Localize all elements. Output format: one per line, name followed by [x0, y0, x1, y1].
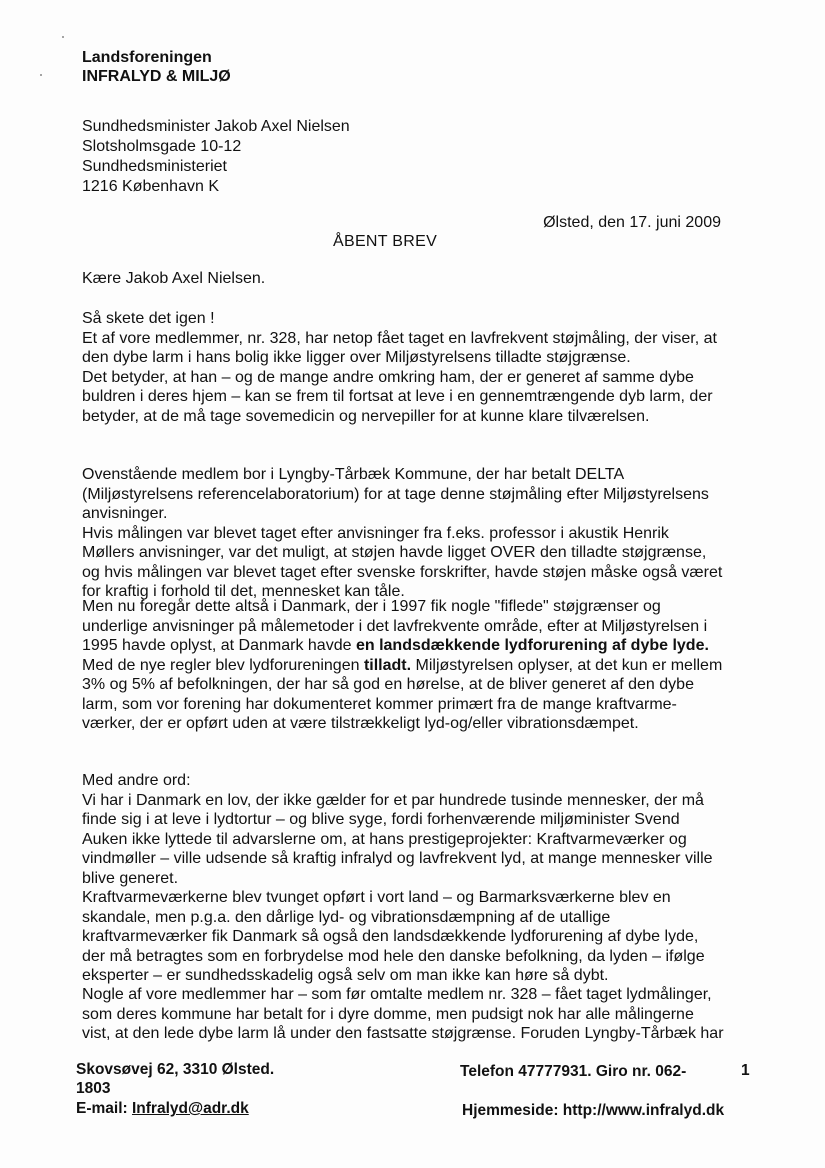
text-line: betyder, at de må tage sovemedicin og nervepiller for at kunne klare tilværelsen. — [82, 407, 650, 425]
text-line: Men nu foregår dette altså i Danmark, der i 1997 fik nogle "fiflede" støjgrænser og — [82, 598, 661, 615]
recipient-city: 1216 København K — [82, 178, 219, 195]
scan-speck — [40, 74, 42, 76]
text-line: finde sig i at leve i lydtortur – og blive syge, fordi forhenværende miljøminister Svend — [82, 811, 680, 828]
text-line: for kraftig i forhold til det, mennesket kan tåle. — [82, 583, 405, 600]
text-line: Vi har i Danmark en lov, der ikke gælder for et par hundrede tusinde mennesker, der må — [82, 791, 704, 809]
footer-homepage: Hjemmeside: http://www.infralyd.dk — [462, 1102, 725, 1119]
footer-giro-continued: 1803 — [76, 1080, 111, 1097]
scan-speck — [62, 36, 64, 38]
letter-title: ÅBENT BREV — [333, 233, 438, 250]
text-line: Så skete det igen ! — [82, 310, 215, 327]
paragraph-1 — [82, 309, 747, 426]
recipient-address — [82, 117, 350, 197]
text-line: Det betyder, at han – og de mange andre omkring ham, der er generet af samme dybe — [82, 368, 694, 386]
text-line: anvisninger. — [82, 505, 168, 522]
text-line: larm, som vor forening har dokumenteret kommer primært fra de mange kraftvarme- — [82, 695, 677, 713]
paragraph-5 — [82, 985, 747, 1044]
text-line: Nogle af vore medlemmer har – som før omtalte medlem nr. 328 – fået taget lydmålinger, — [82, 986, 712, 1003]
recipient-name: Sundhedsminister Jakob Axel Nielsen — [82, 118, 350, 135]
recipient-ministry: Sundhedsministeriet — [82, 158, 227, 175]
paragraph-3 — [82, 597, 747, 734]
text-line: værker, der er opført uden at være tilstrækkeligt lyd-og/eller vibrationsdæmpet. — [82, 715, 639, 732]
email-link[interactable]: Infralyd@adr.dk — [131, 1100, 249, 1117]
footer-phone-giro: Telefon 47777931. Giro nr. 062- — [460, 1063, 687, 1080]
emphasis-run: tilladt. — [363, 656, 412, 674]
emphasis-run: en landsdækkende lydforurening af dybe lyde. — [355, 637, 709, 654]
recipient-street: Slotsholmsgade 10-12 — [82, 138, 242, 155]
text-run: Med de nye regler blev lydforureningen — [82, 656, 364, 674]
text-line: Hvis målingen var blevet taget efter anvisninger fra f.eks. professor i akustik Henrik — [82, 524, 669, 542]
text-line: Et af vore medlemmer, nr. 328, har netop fået taget en lavfrekvent støjmåling, der viser, at — [82, 329, 717, 347]
text-line: der må betragtes som en forbrydelse mod hele den danske befolkning, da lyden – ifølge — [82, 947, 705, 965]
sender-organization — [82, 48, 231, 86]
text-line: skandale, men p.g.a. den dårlige lyd- og vibrationsdæmpning af de utallige — [82, 908, 611, 926]
text-line: Møllers anvisninger, var det muligt, at støjen havde ligget OVER den tilladte støjgrænse, — [82, 544, 707, 561]
footer-address — [76, 1060, 376, 1098]
org-name: Landsforeningen — [82, 49, 212, 66]
text-line: Med andre ord: — [82, 772, 191, 789]
text-line: den dybe larm i hans bolig ikke ligger over Miljøstyrelsens tilladte støjgrænse. — [82, 349, 631, 366]
text-line: blive generet. — [82, 869, 179, 887]
text-line: Kraftvarmeværkerne blev tvunget opført i vort land – og Barmarksværkerne blev en — [82, 889, 671, 906]
text-line: vindmøller – ville udsende så kraftig infralyd og lavfrekvent lyd, at mange mennesker ville — [82, 850, 713, 867]
text-line: Auken ikke lyttede til advarslerne om, at hans prestigeprojekter: Kraftvarmeværker og — [82, 830, 687, 848]
text-line: vist, at den lede dybe larm lå under den fastsatte støjgrænse. Foruden Lyngby-Tårbæk har — [82, 1025, 724, 1042]
text-line: buldren i deres hjem – kan se frem til fortsat at leve i en gennemtrængende dyb larm, der — [82, 388, 713, 405]
footer-street: Skovsøvej 62, 3310 Ølsted. — [76, 1061, 275, 1078]
text-line — [82, 636, 747, 656]
text-line: 3% og 5% af befolkningen, der har så god en hørelse, at de bliver generet af den dybe — [82, 676, 694, 693]
text-line: underlige anvisninger på målemetoder i det lavfrekvente område, efter at Miljøstyrelsen i — [82, 617, 708, 635]
email-label: E-mail: — [76, 1100, 132, 1117]
text-line: og hvis målingen var blevet taget efter svenske forskrifter, havde støjen måske også været — [82, 563, 723, 581]
paragraph-4 — [82, 771, 747, 986]
text-line: eksperter – er sundhedsskadelig også selv om man ikke kan høre så dybt. — [82, 967, 609, 984]
paragraph-2 — [82, 465, 747, 602]
dateline: Ølsted, den 17. juni 2009 — [543, 214, 721, 231]
text-line: kraftvarmeværker fik Danmark så også den landsdækkende lydforurening af dybe lyde, — [82, 928, 699, 945]
org-subtitle: INFRALYD & MILJØ — [82, 68, 231, 85]
page-number: 1 — [741, 1062, 750, 1079]
text-line: (Miljøstyrelsens referencelaboratorium) for at tage denne støjmåling efter Miljøstyrelsens — [82, 485, 709, 503]
text-line: som deres kommune har betalt for i dyre domme, men pudsigt nok har alle målingerne — [82, 1005, 694, 1023]
footer-email — [76, 1099, 249, 1118]
text-run: Miljøstyrelsen oplyser, at det kun er mellem — [411, 656, 723, 674]
text-line: Ovenstående medlem bor i Lyngby-Tårbæk Kommune, der har betalt DELTA — [82, 466, 625, 483]
text-run: 1995 havde oplyst, at Danmark havde — [82, 637, 356, 654]
salutation: Kære Jakob Axel Nielsen. — [82, 270, 266, 287]
text-line — [82, 656, 747, 676]
